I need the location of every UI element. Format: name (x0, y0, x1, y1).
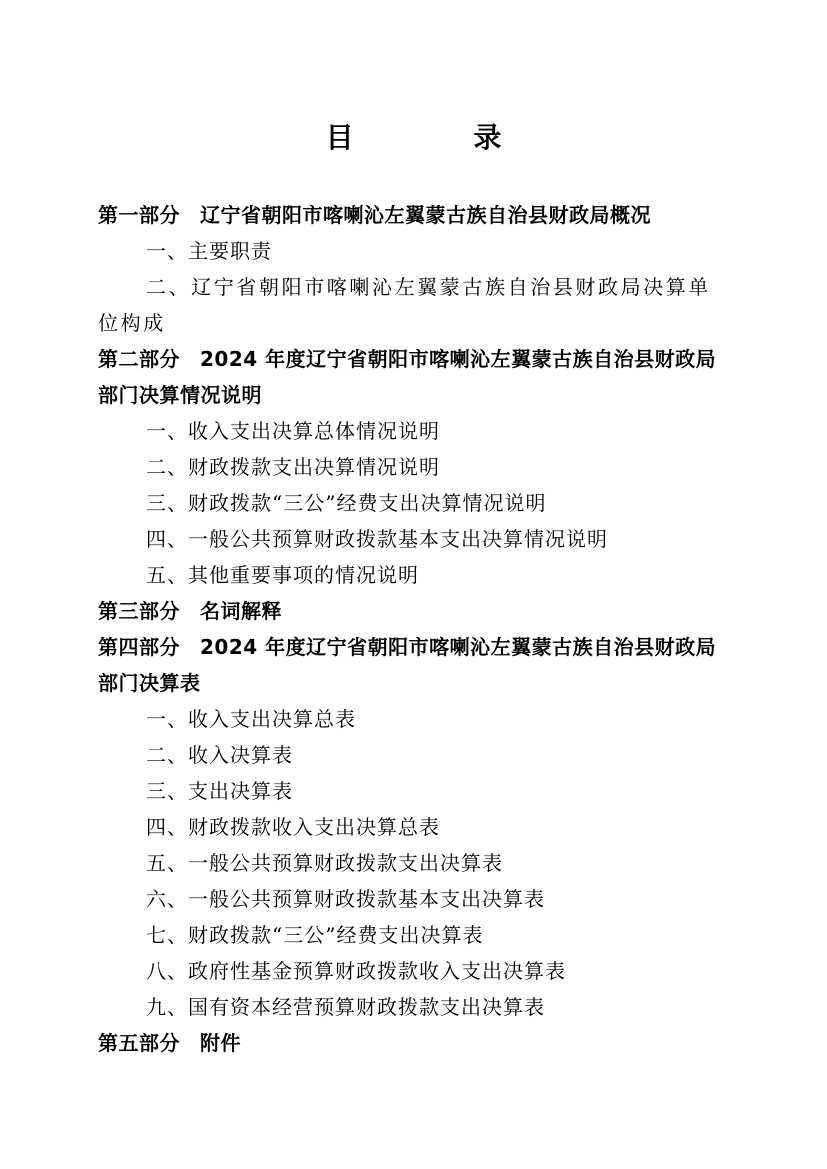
toc-item: 九、国有资本经营预算财政拨款支出决算表 (146, 995, 545, 1019)
part-label: 第二部分 (98, 347, 180, 371)
toc-item: 八、政府性基金预算财政拨款收入支出决算表 (146, 959, 566, 983)
toc-part-5 (98, 1025, 730, 1061)
toc-item: 四、财政拨款收入支出决算总表 (146, 815, 440, 839)
part-label: 第五部分 (98, 1031, 180, 1055)
part-title: 2024 年度辽宁省朝阳市喀喇沁左翼蒙古族自治县财政局部门决算表 (98, 635, 717, 695)
toc-part-4 (98, 629, 730, 701)
toc-item: 六、一般公共预算财政拨款基本支出决算表 (146, 887, 545, 911)
toc-item: 二、收入决算表 (146, 743, 293, 767)
toc-part-2 (98, 341, 730, 413)
toc-item: 三、财政拨款“三公”经费支出决算情况说明 (146, 491, 547, 515)
toc-item: 五、一般公共预算财政拨款支出决算表 (146, 851, 503, 875)
toc-item: 四、一般公共预算财政拨款基本支出决算情况说明 (146, 527, 608, 551)
part-label: 第一部分 (98, 203, 180, 227)
part-title: 名词解释 (200, 599, 282, 623)
part-title: 辽宁省朝阳市喀喇沁左翼蒙古族自治县财政局概况 (200, 203, 651, 227)
part-label: 第三部分 (98, 599, 180, 623)
part-title: 2024 年度辽宁省朝阳市喀喇沁左翼蒙古族自治县财政局部门决算情况说明 (98, 347, 717, 407)
toc-item: 七、财政拨款“三公”经费支出决算表 (146, 923, 484, 947)
toc-part-3 (98, 593, 730, 629)
toc-item: 三、支出决算表 (146, 779, 293, 803)
toc-item: 一、收入支出决算总体情况说明 (146, 419, 440, 443)
table-of-contents (98, 197, 730, 1061)
toc-item: 一、主要职责 (146, 239, 272, 263)
toc-item: 二、辽宁省朝阳市喀喇沁左翼蒙古族自治县财政局决算单位构成 (98, 275, 711, 335)
toc-item: 二、财政拨款支出决算情况说明 (146, 455, 440, 479)
part-label: 第四部分 (98, 635, 180, 659)
page-title: 目 录 (325, 121, 557, 154)
toc-part-1 (98, 197, 730, 233)
toc-item: 五、其他重要事项的情况说明 (146, 563, 419, 587)
toc-item: 一、收入支出决算总表 (146, 707, 356, 731)
part-title: 附件 (200, 1031, 241, 1055)
